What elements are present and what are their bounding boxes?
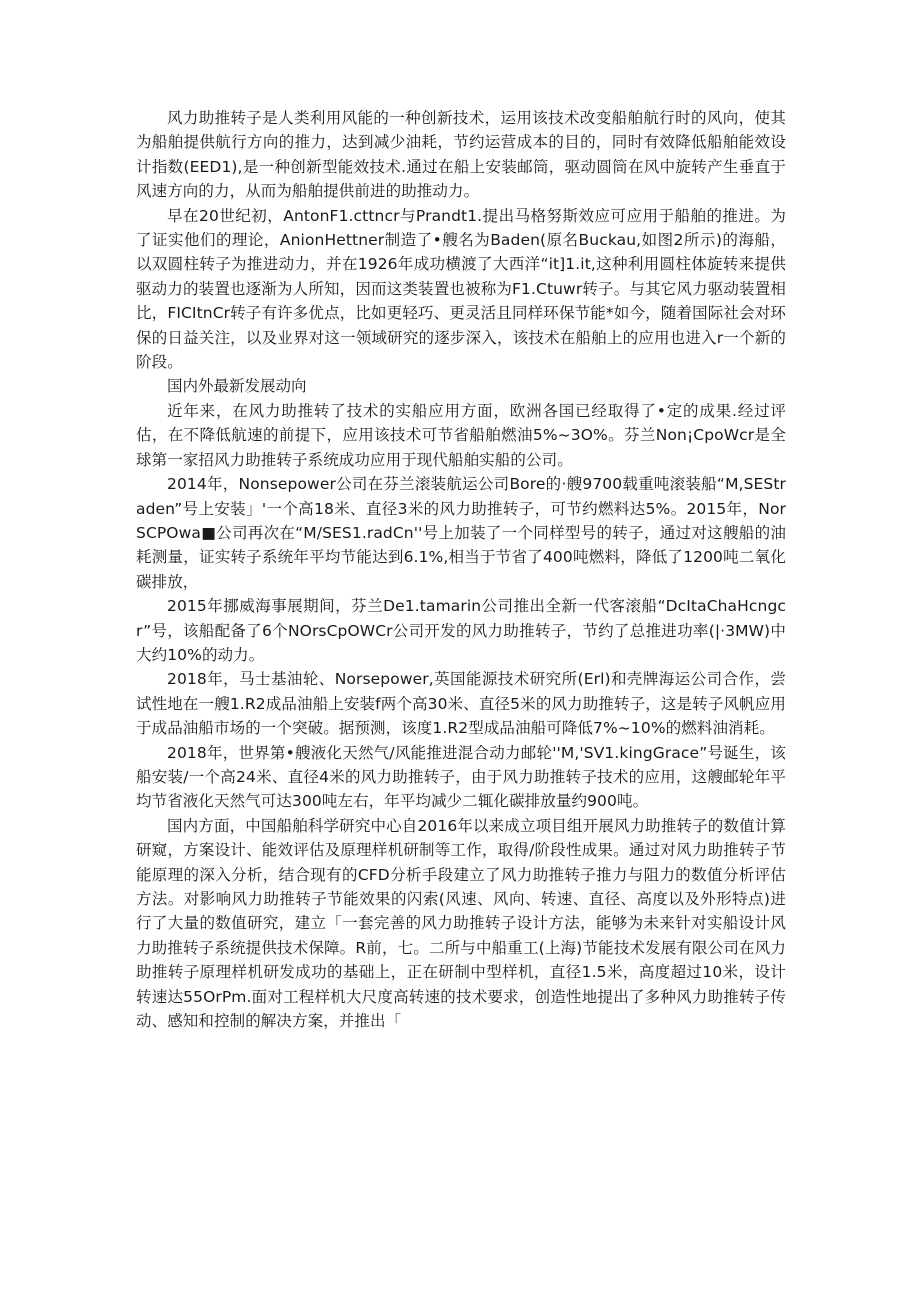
paragraph-2015: 2015年挪威海事展期间，芬兰De1.tamarin公司推出全新一代客滚船“DcItaChaHcngcr”号，该船配备了6个NOrsCpOWCr公司开发的风力助推转子，节约了总推进功率(|·3MW)中大约10%的动力。 (136, 597, 786, 664)
paragraph-2018-maersk: 2018年，马士基油轮、Norsepower,英国能源技术研究所(Erl)和壳牌海运公司合作，尝试性地在一艘1.R2成品油船上安装f两个高30米、直径5米的风力助推转子，这是转子风帆应用于成品油船市场的一个突破。据预测，该度1.R2型成品油船可降低7%~10%的燃料油消耗。 (136, 670, 786, 738)
paragraph-2014: 2014年，Nonsepower公司在芬兰滚装航运公司Bore的·艘9700载重吨滚装船“M,SEStraden”号上安装」'一个高18米、直径3米的风力助推转子，可节约燃料达5%。2015年，NorSCPOwa■公司再次在“M/SES1.radCn''号上加装了一个同样型号的转子，通过对这艘船的油耗测量，证实转子系统年平均节能达到6.1%,相当于节省了400吨燃料，降低了1200吨二氧化碳排放， (136, 475, 786, 591)
document-body (136, 106, 786, 1033)
paragraph-2018-viking-grace: 2018年，世界第•艘液化天然气/风能推进混合动力邮轮''M,'SV1.kingGrace”号诞生，该船安装/一个高24米、直径4米的风力助推转子，由于风力助推转子技术的应用，这艘邮轮年平均节省液化天然气可达300吨左右，年平均减少二辄化碳排放量约900吨。 (136, 743, 786, 811)
paragraph-recent-progress: 近年来，在风力助推转了技术的实船应用方面，欧洲各国已经取得了•定的成果.经过评估，在不降低航速的前提下，应用该技术可节省船舶燃油5%~3O%。芬兰Non¡CpoWcr是全球第一家招风力助推转子系统成功应用于现代船舶实船的公司。 (136, 401, 786, 469)
paragraph-intro: 风力助推转子是人类利用风能的一种创新技术，运用该技术改变船舶航行时的风向，使其为船舶提供航行方向的推力，达到减少油耗，节约运营成本的目的，同时有效降低船舶能效设计指数(EED1),是一种创新型能效技术.通过在船上安装邮筒，驱动圆筒在风中旋转产生垂直于风速方向的力，从而为船舶提供前进的助推动力。 (136, 109, 786, 201)
paragraph-history: 早在20世纪初，AntonF1.cttncr与Prandt1.提出马格努斯效应可应用于船舶的推进。为了证实他们的理论，AnionHettner制造了•艘名为Baden(原名Buckau,如图2所示)的海船，以双圆柱转子为推进动力，并在1926年成功横渡了大西洋“it]1.it,这种利用圆柱体旋转来提供驱动力的装置也逐渐为人所知，因而这类装置也被称为F1.Ctuwr转子。与其它风力驱动装置相比，FICItnCr转子有许多优点，比如更轻巧、更灵活且同样环保节能*如今，随着国际社会对环保的日益关注，以及业界对这一领域研究的逐步深入，该技术在船舶上的应用也进入r一个新的阶段。 (136, 206, 786, 372)
paragraph-domestic: 国内方面，中国船舶科学研究中心自2016年以来成立项目组开展风力助推转子的数值计算研窥，方案设计、能效评估及原理样机研制等工作，取得/阶段性成果。通过对风力助推转子节能原理的深入分析，结合现有的CFD分析手段建立了风力助推转子推力与阻力的数值分析评估方法。对影响风力助推转子节能效果的闪索(风速、风向、转速、直径、高度以及外形特点)进行了大量的数值研究，建立「一套完善的风力助推转子设计方法，能够为未来针对实船设计风力助推转子系统提供技术保障。R前，七。二所与中船重工(上海)节能技术发展有限公司在风力助推转子原理样机研发成功的基础上，正在研制中型样机，直径1.5米，高度超过10米，设计转速达55OrPm.面对工程样机大尺度高转速的技术要求，创造性地提出了多种风力助推转子传动、感知和控制的解决方案，并推出「 (136, 816, 786, 1031)
section-heading: 国内外最新发展动向 (167, 377, 307, 396)
